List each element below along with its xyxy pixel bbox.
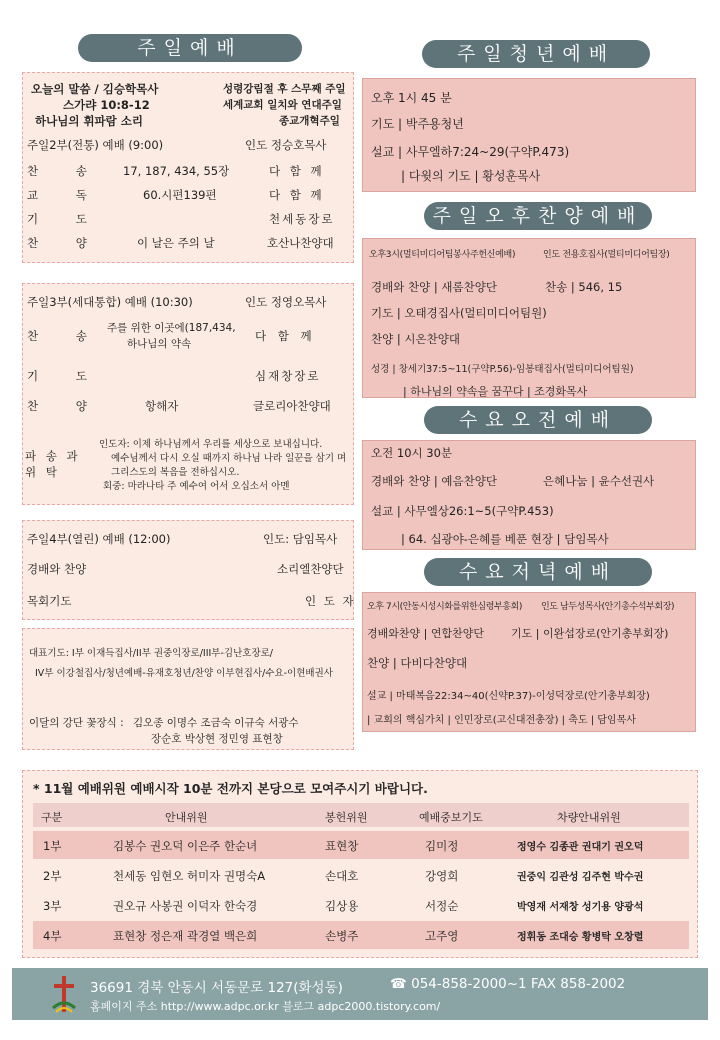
footer-web[interactable]: 홈페이지 주소 http://www.adpc.or.kr 블로그 adpc2000.tistory.com/ bbox=[90, 1000, 441, 1013]
footer-address: 36691 경북 안동시 서동문로 127(화성동) bbox=[90, 980, 343, 996]
svc4-leader: 인도: 담임목사 bbox=[263, 532, 338, 546]
afternoon-praise: 경배와 찬양 | 새롬찬양단 bbox=[371, 280, 497, 294]
liturgy-3: 종교개혁주일 bbox=[279, 115, 340, 127]
footer-phone: ☎ 054-858-2000~1 FAX 858-2002 bbox=[390, 976, 626, 992]
svc2-row-label: 교 독 bbox=[27, 188, 87, 202]
svc2-row-label: 찬 양 bbox=[27, 236, 87, 250]
wed-morning-box bbox=[362, 440, 696, 550]
sending-line: 예수님께서 다시 오실 때까지 하나님 나라 일꾼을 삼기 며 bbox=[111, 453, 347, 464]
svc2-row-role: 천세동장로 bbox=[269, 212, 335, 226]
svc2-row-value: 60.시편139편 bbox=[143, 188, 217, 202]
liturgy-1: 성령강림절 후 스무째 주일 bbox=[223, 83, 346, 95]
afternoon-service-box bbox=[362, 238, 696, 398]
committee-cell: 서정순 bbox=[425, 899, 459, 913]
youth-sermon: 설교 | 사무엘하7:24~29(구약P.473) bbox=[371, 145, 570, 159]
svc2-row-value: 17, 187, 434, 55장 bbox=[123, 164, 230, 178]
wed-evening-prayer: 기도 | 이완섭장로(안기총부회장) bbox=[511, 627, 669, 640]
svc3-leader: 인도 정영오목사 bbox=[245, 295, 327, 309]
committee-cell: 정휘동 조대승 황병탁 오창렬 bbox=[517, 932, 644, 943]
svc2-row-role: 다 함 께 bbox=[269, 188, 322, 202]
youth-worship-title: 주일청년예배 bbox=[422, 40, 650, 68]
representative-prayer-2: IV부 이강철집사/청년예배-유재호청년/찬양 이부현집사/수요-이현배권사 bbox=[35, 668, 333, 679]
afternoon-leader: 인도 전용호집사(멀티미디어팀장) bbox=[543, 250, 670, 260]
sunday-2-service-box bbox=[22, 72, 354, 263]
svc3-praise-label: 찬 양 bbox=[27, 399, 87, 413]
committee-cell: 표현창 bbox=[325, 839, 359, 853]
sunday-4-service-box bbox=[22, 520, 354, 620]
afternoon-worship-title: 주일오후찬양예배 bbox=[424, 202, 652, 230]
representative-prayer: 대표기도: I부 이재득집사/II부 권중익장로/III부-김난호장로/ bbox=[29, 648, 273, 659]
svc4-praise-role: 소리엘찬양단 bbox=[277, 562, 344, 576]
svc4-prayer-role: 인 도 자 bbox=[305, 594, 354, 608]
committee-header: 봉헌위원 bbox=[325, 811, 368, 824]
committee-cell: 강영희 bbox=[425, 869, 459, 883]
afternoon-sermon: | 하나님의 약속을 꿈꾸다 | 조경화목사 bbox=[403, 385, 588, 398]
committee-title: * 11월 예배위원 예배시작 10분 전까지 본당으로 모여주시기 바랍니다. bbox=[33, 781, 428, 796]
committee-cell: 표현창 정은재 곽경열 백은희 bbox=[113, 929, 258, 943]
svc2-row-label: 찬 송 bbox=[27, 164, 87, 178]
svc3-hymn-role: 다 함 께 bbox=[255, 329, 312, 343]
committee-header: 예배중보기도 bbox=[419, 811, 483, 824]
committee-cell: 김봉수 권오덕 이은주 한순녀 bbox=[113, 839, 258, 853]
committee-cell: 3부 bbox=[43, 899, 62, 913]
youth-prayer: 기도 | 박주용청년 bbox=[371, 117, 464, 131]
wed-morning-sermon-title: | 64. 십광야-은혜를 베푼 현장 | 담임목사 bbox=[401, 532, 609, 546]
afternoon-header: 오후3시(멀티미디어팀봉사주헌신예배) bbox=[369, 250, 516, 260]
afternoon-scripture: 성경 | 창세기37:5~11(구약P.56)-임봉태집사(멀티미디어팀원) bbox=[371, 364, 634, 375]
wed-evening-leader: 인도 남두성목사(안기총수석부회장) bbox=[541, 602, 675, 612]
wed-morning-title: 수요오전예배 bbox=[424, 406, 652, 434]
committee-cell: 1부 bbox=[43, 839, 62, 853]
svc3-prayer-role: 심재창장로 bbox=[255, 369, 321, 383]
committee-cell: 김상용 bbox=[325, 899, 359, 913]
sending-line: 회중: 마라나타 주 예수여 어서 오십소서 아멘 bbox=[103, 481, 290, 492]
svc3-praise-role: 글로리아찬양대 bbox=[253, 399, 331, 413]
svc3-sending-label: 파 송 과 위 탁 bbox=[25, 449, 78, 479]
church-logo-icon bbox=[50, 974, 78, 1014]
committee-cell: 4부 bbox=[43, 929, 62, 943]
svc3-praise-value: 항해자 bbox=[145, 399, 179, 413]
svc2-row-label: 기 도 bbox=[27, 212, 87, 226]
committee-cell: 정영수 김종관 권대기 권오덕 bbox=[517, 842, 644, 853]
committee-header: 안내위원 bbox=[165, 811, 208, 824]
liturgy-2: 세계교회 일치와 연대주일 bbox=[223, 99, 342, 111]
sunday-worship-title: 주일예배 bbox=[78, 34, 302, 62]
committee-cell: 고주영 bbox=[425, 929, 459, 943]
svc3-hymn-value-2: 하나님의 약속 bbox=[127, 338, 192, 350]
committee-header: 구분 bbox=[41, 811, 63, 824]
svc2-row-role: 다 함 께 bbox=[269, 164, 322, 178]
committee-cell: 박영재 서재창 성기용 양광석 bbox=[517, 902, 644, 913]
wed-evening-title: 수요저녁예배 bbox=[424, 558, 652, 586]
svc4-header: 주일4부(열린) 예배 (12:00) bbox=[27, 532, 171, 546]
wed-morning-praise: 경배와 찬양 | 예음찬양단 bbox=[371, 474, 497, 488]
svc3-prayer-label: 기 도 bbox=[27, 369, 87, 383]
svc3-header: 주일3부(세대통합) 예배 (10:30) bbox=[27, 295, 193, 309]
sermon-subtitle: 하나님의 휘파람 소리 bbox=[35, 114, 143, 128]
flowers-label: 이달의 강단 꽃장식 : bbox=[29, 717, 124, 729]
svc2-leader: 인도 정승호목사 bbox=[245, 138, 327, 152]
svc2-header: 주일2부(전통) 예배 (9:00) bbox=[27, 138, 164, 152]
afternoon-choir: 찬양 | 시온찬양대 bbox=[371, 332, 460, 346]
svc4-praise-label: 경배와 찬양 bbox=[27, 562, 87, 576]
wed-evening-sermon-title: | 교회의 핵심가치 | 인민장로(고신대전총장) | 축도 | 담임목사 bbox=[367, 715, 636, 726]
wed-evening-choir: 찬양 | 다비다찬양대 bbox=[367, 656, 468, 670]
afternoon-prayer: 기도 | 오태경집사(멀티미디어팀원) bbox=[371, 306, 547, 320]
youth-service-box bbox=[362, 78, 696, 192]
committee-header: 차량안내위원 bbox=[557, 811, 621, 824]
wed-evening-box bbox=[362, 592, 696, 732]
committee-cell: 김미정 bbox=[425, 839, 459, 853]
notes-box bbox=[22, 628, 354, 750]
youth-time: 오후 1시 45 분 bbox=[371, 91, 452, 105]
wed-morning-sermon: 설교 | 사무엘상26:1~5(구약P.453) bbox=[371, 504, 554, 518]
svc2-row-value: 이 날은 주의 날 bbox=[137, 236, 215, 250]
wed-morning-sharing: 은혜나눔 | 윤수선권사 bbox=[543, 474, 655, 488]
flowers-names-2: 장순호 박상현 정민영 표현창 bbox=[151, 733, 283, 745]
svc3-hymn-value: 주를 위한 이곳에(187,434, bbox=[107, 322, 236, 334]
wed-morning-time: 오전 10시 30분 bbox=[371, 446, 453, 460]
committee-cell: 2부 bbox=[43, 869, 62, 883]
svc3-hymn-label: 찬 송 bbox=[27, 329, 87, 343]
committee-cell: 권중익 김관성 김주현 박수권 bbox=[517, 872, 644, 883]
youth-sermon-title: | 다윗의 기도 | 황성훈목사 bbox=[401, 169, 541, 183]
sermon-title: 오늘의 말씀 / 김승학목사 bbox=[31, 82, 159, 96]
svc2-row-role: 호산나찬양대 bbox=[267, 236, 334, 250]
committee-cell: 천세동 임현오 허미자 권명숙A bbox=[113, 869, 266, 883]
sunday-3-service-box bbox=[22, 283, 354, 505]
wed-evening-sermon: 설교 | 마태복음22:34~40(신약P.37)-이성덕장로(안기총부회장) bbox=[367, 691, 650, 702]
svc4-prayer-label: 목회기도 bbox=[27, 594, 72, 608]
wed-evening-praise: 경배와찬양 | 연합찬양단 bbox=[367, 627, 484, 640]
sending-line: 그리스도의 복음을 전하십시오. bbox=[111, 467, 240, 478]
afternoon-hymn: 찬송 | 546, 15 bbox=[545, 280, 623, 294]
committee-cell: 손병주 bbox=[325, 929, 359, 943]
committee-cell: 권오규 사봉권 이덕자 한숙경 bbox=[113, 899, 258, 913]
sermon-scripture: 스가랴 10:8-12 bbox=[63, 98, 150, 112]
wed-evening-header: 오후 7시(안동시성시화를위한심령부흥회) bbox=[367, 602, 523, 612]
footer-bar bbox=[12, 968, 708, 1020]
sending-line: 인도자: 이제 하나님께서 우리를 세상으로 보내십니다. bbox=[99, 439, 323, 450]
committee-cell: 손대호 bbox=[325, 869, 359, 883]
committee-box bbox=[22, 770, 698, 958]
flowers-names: 김오종 이명수 조금숙 이규숙 서광수 bbox=[133, 717, 299, 729]
